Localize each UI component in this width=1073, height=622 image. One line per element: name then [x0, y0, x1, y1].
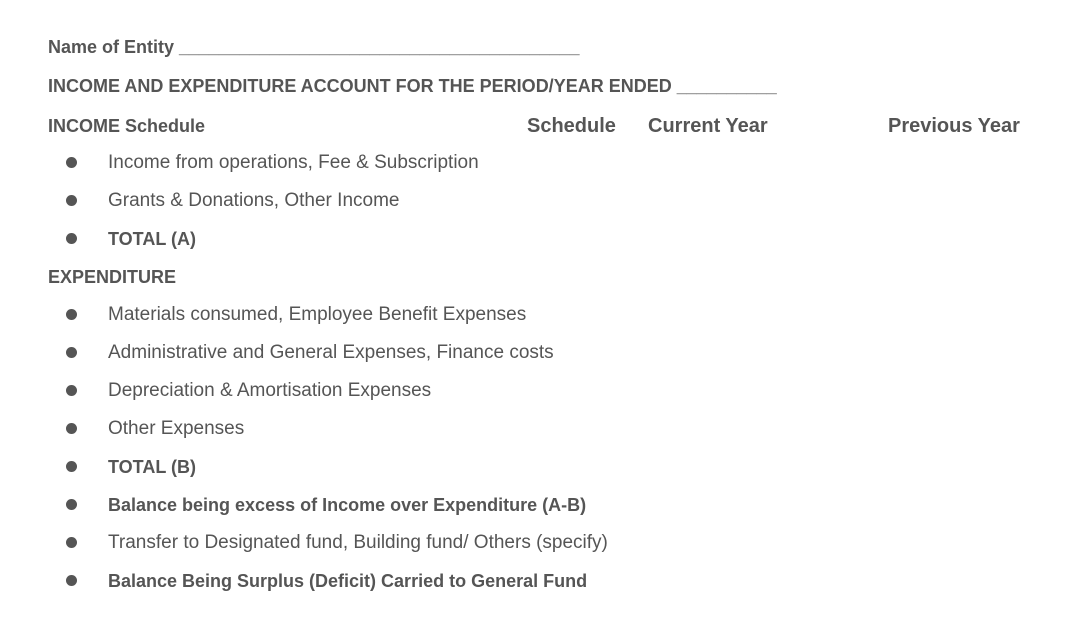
- balance-excess-label: Balance being excess of Income over Expenditure (A-B): [108, 495, 587, 515]
- list-item: [0, 530, 1073, 556]
- bullet-icon: [66, 461, 77, 472]
- previous-year-column-header: Previous Year: [888, 115, 1020, 137]
- list-item: [0, 492, 1073, 518]
- expenditure-item-label: Administrative and General Expenses, Finance costs: [108, 342, 554, 363]
- transfer-fund-label: Transfer to Designated fund, Building fund/ Others (specify): [108, 532, 608, 553]
- current-year-column-header: Current Year: [648, 115, 768, 137]
- bullet-icon: [66, 499, 77, 510]
- account-title: INCOME AND EXPENDITURE ACCOUNT FOR THE PERIOD/YEAR ENDED __________: [48, 76, 777, 96]
- list-item: [0, 150, 1073, 176]
- schedule-column-header: Schedule: [527, 115, 616, 137]
- bullet-icon: [66, 575, 77, 586]
- bullet-icon: [66, 233, 77, 244]
- bullet-icon: [66, 195, 77, 206]
- bullet-icon: [66, 347, 77, 358]
- expenditure-item-label: Other Expenses: [108, 418, 245, 439]
- balance-surplus-label: Balance Being Surplus (Deficit) Carried to General Fund: [108, 571, 588, 591]
- expenditure-item-label: Materials consumed, Employee Benefit Expenses: [108, 304, 527, 325]
- list-item: [0, 340, 1073, 366]
- list-item: [0, 226, 1073, 252]
- expenditure-item-label: Depreciation & Amortisation Expenses: [108, 380, 432, 401]
- income-schedule-header: INCOME Schedule: [48, 116, 206, 136]
- list-item: [0, 188, 1073, 214]
- income-total-label: TOTAL (A): [108, 229, 196, 249]
- bullet-icon: [66, 385, 77, 396]
- bullet-icon: [66, 537, 77, 548]
- bullet-icon: [66, 309, 77, 320]
- bullet-icon: [66, 423, 77, 434]
- expenditure-total-label: TOTAL (B): [108, 457, 196, 477]
- income-item-label: Income from operations, Fee & Subscription: [108, 152, 479, 173]
- list-item: [0, 416, 1073, 442]
- column-header-row: [0, 112, 1073, 140]
- bullet-icon: [66, 157, 77, 168]
- entity-name-label: Name of Entity ________________________________________: [48, 37, 580, 57]
- list-item: [0, 454, 1073, 480]
- list-item: [0, 378, 1073, 404]
- list-item: [0, 568, 1073, 594]
- expenditure-heading: EXPENDITURE: [48, 267, 177, 287]
- list-item: [0, 302, 1073, 328]
- income-item-label: Grants & Donations, Other Income: [108, 190, 400, 211]
